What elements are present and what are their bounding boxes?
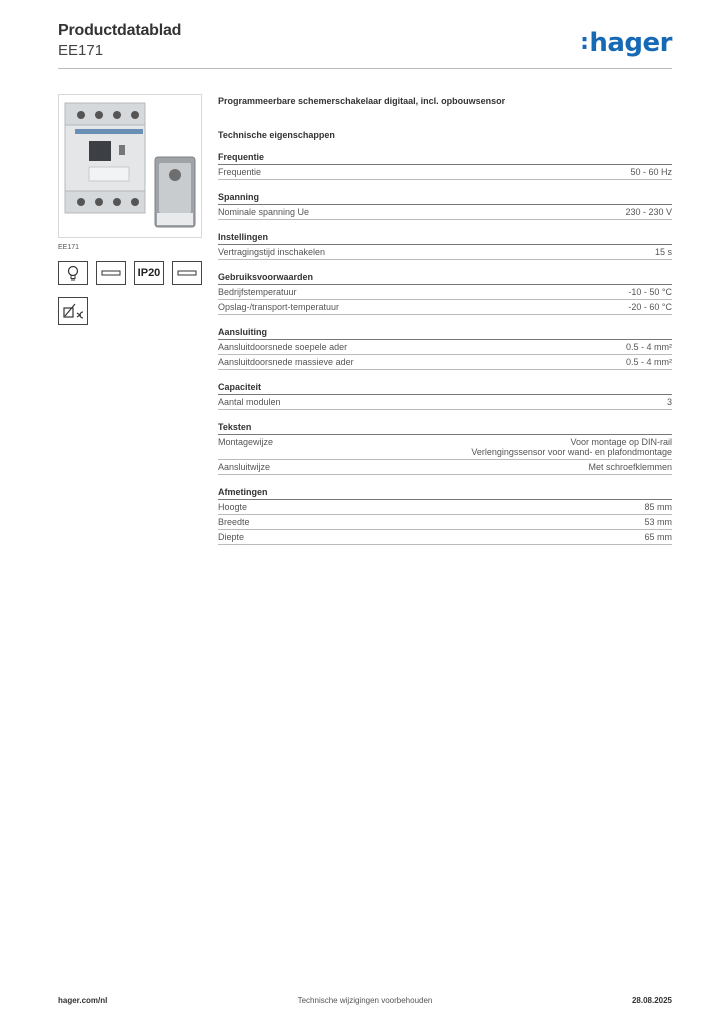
section-title: Afmetingen <box>218 487 672 500</box>
footer-date: 28.08.2025 <box>631 996 672 1005</box>
spec-label: Breedte <box>218 517 250 527</box>
spec-row <box>218 340 672 355</box>
spec-value: 230 - 230 V <box>625 207 672 217</box>
spec-row <box>218 285 672 300</box>
tech-heading: Technische eigenschappen <box>218 130 335 140</box>
spec-label: Bedrijfstemperatuur <box>218 287 297 297</box>
spec-label: Montagewijze <box>218 437 274 447</box>
spec-section-instellingen <box>218 232 672 260</box>
spec-row <box>218 435 672 460</box>
product-description: Programmeerbare schemerschakelaar digitaal, incl. opbouwsensor <box>218 96 506 106</box>
bulb-icon <box>58 261 88 285</box>
spec-row <box>218 460 672 475</box>
spec-label: Aansluitdoorsnede soepele ader <box>218 342 348 352</box>
spec-section-frequentie <box>218 152 672 180</box>
spec-label: Nominale spanning Ue <box>218 207 310 217</box>
spec-value: Met schroefklemmen <box>588 462 672 472</box>
spec-label: Vertragingstijd inschakelen <box>218 247 326 257</box>
logo-text: hager <box>589 28 672 58</box>
spec-value: 3 <box>666 397 672 407</box>
spec-row <box>218 300 672 315</box>
spec-row <box>218 355 672 370</box>
header-divider <box>58 68 672 69</box>
footer-website-link[interactable]: hager.com/nl <box>58 996 108 1005</box>
spec-row <box>218 530 672 545</box>
spec-row <box>218 205 672 220</box>
spec-value <box>471 437 672 457</box>
spec-label: Opslag-/transport-temperatuur <box>218 302 340 312</box>
spec-value: 85 mm <box>644 502 672 512</box>
spec-value-line: Verlengingssensor voor wand- en plafondmontage <box>471 447 672 457</box>
product-image <box>59 95 201 237</box>
spec-section-afmetingen <box>218 487 672 545</box>
spec-label: Aansluitdoorsnede massieve ader <box>218 357 354 367</box>
din-rail-icon <box>172 261 202 285</box>
section-title: Teksten <box>218 422 672 435</box>
spec-value: 53 mm <box>644 517 672 527</box>
page-header <box>58 22 672 68</box>
spec-value: 0.5 - 4 mm² <box>625 342 672 352</box>
spec-label: Frequentie <box>218 167 262 177</box>
spec-row <box>218 515 672 530</box>
hager-logo: :hager <box>580 28 672 58</box>
product-photo <box>58 94 202 238</box>
spec-value-line: Voor montage op DIN-rail <box>570 437 672 447</box>
spec-value: 15 s <box>654 247 672 257</box>
spec-content <box>218 96 672 557</box>
section-title: Gebruiksvoorwaarden <box>218 272 672 285</box>
photo-caption: EE171 <box>58 244 80 251</box>
spec-value: -20 - 60 °C <box>628 302 672 312</box>
doc-title: Productdatablad <box>58 22 182 39</box>
spec-section-aansluiting <box>218 327 672 370</box>
din-rail-icon <box>96 261 126 285</box>
spec-label: Aansluitwijze <box>218 462 271 472</box>
icon-row <box>58 261 202 285</box>
spec-row <box>218 395 672 410</box>
spec-label: Hoogte <box>218 502 248 512</box>
spec-value: 0.5 - 4 mm² <box>625 357 672 367</box>
spec-value: 50 - 60 Hz <box>630 167 672 177</box>
spec-row <box>218 165 672 180</box>
spec-value: -10 - 50 °C <box>628 287 672 297</box>
spec-section-spanning <box>218 192 672 220</box>
spec-section-capaciteit <box>218 382 672 410</box>
section-title: Spanning <box>218 192 672 205</box>
spec-section-teksten <box>218 422 672 475</box>
spec-label: Aantal modulen <box>218 397 281 407</box>
spec-section-gebruiksvoorwaarden <box>218 272 672 315</box>
product-code: EE171 <box>58 42 104 59</box>
footer-notice: Technische wijzigingen voorbehouden <box>297 996 433 1005</box>
product-visuals <box>58 94 202 325</box>
section-title: Instellingen <box>218 232 672 245</box>
spec-value: 65 mm <box>644 532 672 542</box>
spec-label: Diepte <box>218 532 245 542</box>
twilight-switch-icon <box>58 297 88 325</box>
section-title: Frequentie <box>218 152 672 165</box>
spec-row <box>218 500 672 515</box>
section-title: Aansluiting <box>218 327 672 340</box>
spec-row <box>218 245 672 260</box>
section-title: Capaciteit <box>218 382 672 395</box>
ip20-icon: IP20 <box>134 261 164 285</box>
